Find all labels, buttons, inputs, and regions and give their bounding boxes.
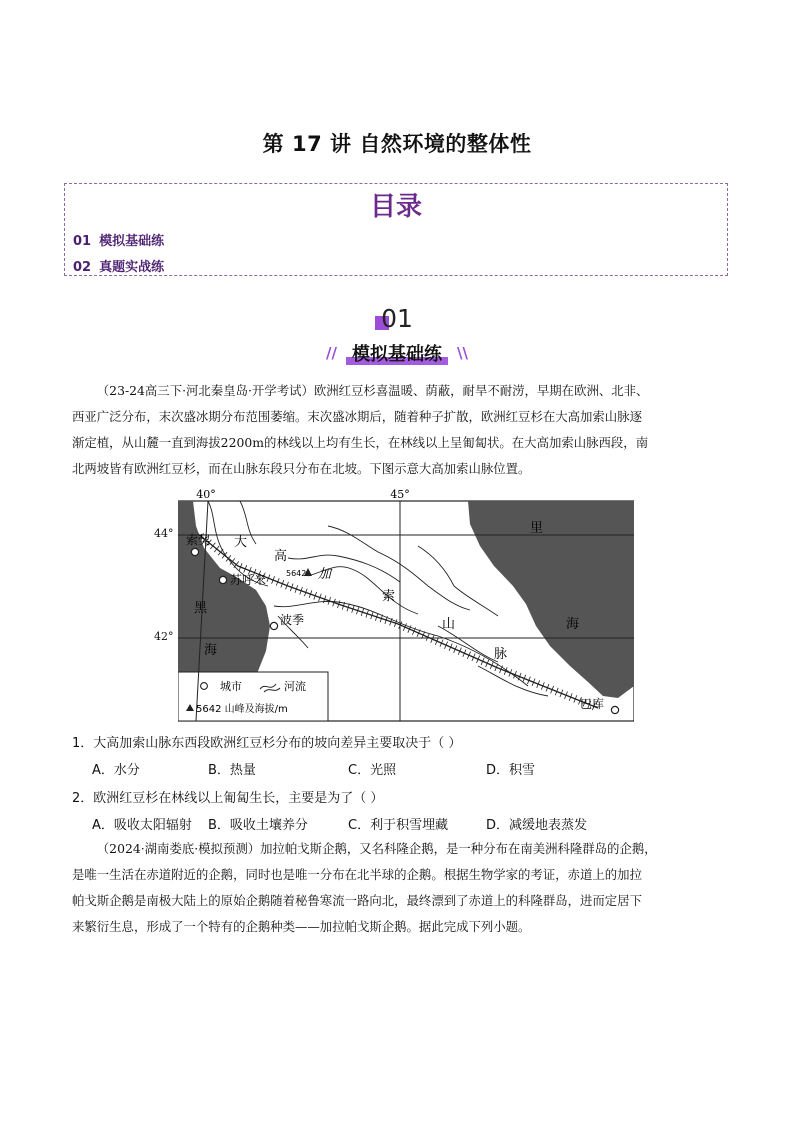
passage-line: 帕戈斯企鹅是南极大陆上的原始企鹅随着秘鲁寒流一路向北，最终漂到了赤道上的科隆群岛，进而定居下 (72, 893, 642, 908)
passage-line: 西亚广泛分布，末次盛冰期分布范围萎缩。末次盛冰期后，随着种子扩散，欧洲红豆杉在大高加索山脉逐 (72, 409, 642, 424)
page-title: 第 17 讲 自然环境的整体性 (262, 132, 532, 156)
option-d[interactable]: D．减缓地表蒸发 (486, 818, 588, 833)
toc-item-number: 01 (73, 234, 92, 249)
sea-char-caspian: 里 (530, 521, 544, 536)
passage-yew (72, 378, 724, 482)
passage-line: 来繁衍生息，形成了一个特有的企鹅种类——加拉帕戈斯企鹅。据此完成下列小题。 (72, 919, 531, 934)
city-label-baku: 巴库 (580, 697, 605, 711)
legend-city-label: 城市 (220, 680, 242, 693)
section-banner (0, 340, 794, 366)
legend-city-icon (201, 683, 208, 690)
range-char: 脉 (494, 647, 508, 662)
passage-line: 是唯一生活在赤道附近的企鹅，同时也是唯一分布在北半球的企鹅。根据生物学家的考证，赤道上的加拉 (72, 867, 642, 882)
legend-peak-label: 5642 山峰及海拔/m (196, 704, 288, 715)
passage-penguin (72, 836, 724, 940)
question-1-stem: 1．大高加索山脉东西段欧洲红豆杉分布的坡向差异主要取决于（ ） (72, 736, 462, 751)
legend-river-label: 河流 (284, 680, 306, 693)
question-2-stem: 2．欧洲红豆杉在林线以上匍匐生长，主要是为了（ ） (72, 791, 384, 806)
range-char: 高 (274, 549, 288, 564)
range-char: 大 (234, 535, 248, 550)
section-number (0, 304, 794, 333)
sea-char-black: 海 (204, 643, 218, 658)
lat-label-42: 42° (154, 630, 174, 643)
range-char: 索 (382, 589, 396, 604)
lon-label-45: 45° (390, 488, 410, 501)
toc-item-label: 真题实战练 (99, 260, 165, 275)
toc-item-1[interactable] (73, 230, 164, 249)
passage-line: （2024·湖南娄底·模拟预测）加拉帕戈斯企鹅，又名科隆企鹅，是一种分布在南美洲科隆群岛的企鹅， (96, 841, 657, 856)
caucasus-map (178, 486, 634, 722)
passage-line: 北两坡皆有欧洲红豆杉，而在山脉东段只分布在北坡。下图示意大高加索山脉位置。 (72, 461, 531, 476)
range-char: 山 (442, 617, 456, 632)
city-marker-sochi (191, 548, 198, 555)
lat-label-44: 44° (154, 527, 174, 540)
lon-label-40: 40° (196, 488, 216, 501)
section-title: 模拟基础练 (352, 344, 442, 365)
sea-char-caspian: 海 (566, 617, 580, 632)
option-a[interactable]: A．水分 (92, 763, 140, 778)
option-b[interactable]: B．热量 (208, 763, 256, 778)
city-label-sochi: 索契 (186, 533, 211, 547)
option-c[interactable]: C．利于积雪埋藏 (348, 818, 449, 833)
slash-decoration-right: \\ (457, 344, 468, 362)
toc-item-number: 02 (73, 260, 92, 275)
sea-char-black: 黑 (194, 601, 208, 616)
section-number-text: 01 (381, 304, 413, 333)
city-marker-sukhumi (219, 576, 226, 583)
city-marker-poti (270, 622, 277, 629)
table-of-contents (64, 183, 728, 276)
city-label-poti: 波季 (280, 613, 305, 627)
option-c[interactable]: C．光照 (348, 763, 397, 778)
city-marker-baku (611, 706, 618, 713)
range-char: 加 (318, 567, 332, 582)
toc-item-label: 模拟基础练 (99, 234, 165, 249)
option-a[interactable]: A．吸收太阳辐射 (92, 818, 192, 833)
option-d[interactable]: D．积雪 (486, 763, 536, 778)
slash-decoration-left: // (326, 344, 337, 362)
passage-line: 渐定植，从山麓一直到海拔2200m的林线以上均有生长，在林线以上呈匍匐状。在大高加索山脉西段，南 (72, 435, 649, 450)
passage-line: （23-24高三下·河北秦皇岛·开学考试）欧洲红豆杉喜温暖、荫蔽，耐旱不耐涝，早期在欧洲、北非、 (96, 383, 649, 398)
city-label-sukhumi: 苏呼米 (230, 573, 267, 587)
option-b[interactable]: B．吸收土壤养分 (208, 818, 308, 833)
toc-item-2[interactable] (73, 256, 164, 275)
peak-elevation: 5642 (286, 569, 307, 578)
toc-title: 目录 (369, 192, 422, 222)
